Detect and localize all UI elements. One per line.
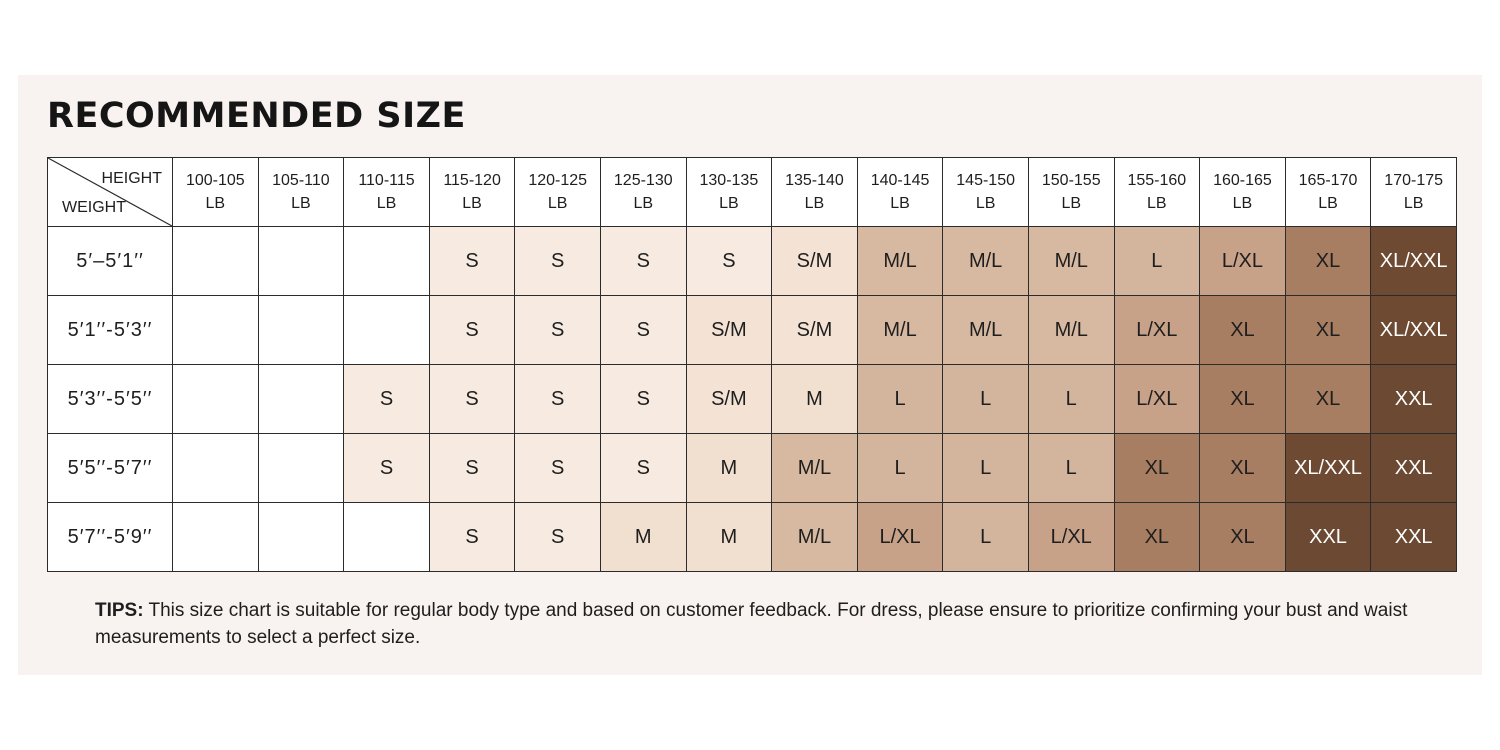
size-cell: S bbox=[515, 503, 601, 572]
column-header bbox=[1285, 158, 1371, 227]
size-cell: S bbox=[600, 434, 686, 503]
size-cell: L bbox=[857, 365, 943, 434]
size-cell: S bbox=[515, 434, 601, 503]
size-cell bbox=[344, 503, 430, 572]
size-cell: XXL bbox=[1371, 434, 1457, 503]
column-unit: LB bbox=[1232, 195, 1253, 212]
size-cell: M bbox=[686, 434, 772, 503]
size-cell: XXL bbox=[1371, 503, 1457, 572]
size-cell bbox=[173, 365, 259, 434]
size-cell: S bbox=[429, 434, 515, 503]
corner-weight-label: WEIGHT bbox=[62, 199, 126, 216]
size-cell: S bbox=[429, 227, 515, 296]
column-weight-range: 105-110 bbox=[272, 172, 330, 189]
size-cell bbox=[344, 227, 430, 296]
table-body bbox=[48, 227, 1457, 572]
column-unit: LB bbox=[376, 195, 397, 212]
column-weight-range: 115-120 bbox=[443, 172, 501, 189]
size-cell: S/M bbox=[772, 296, 858, 365]
table-row bbox=[48, 227, 1457, 296]
column-weight-range: 170-175 bbox=[1384, 172, 1444, 189]
column-header bbox=[515, 158, 601, 227]
size-cell bbox=[173, 296, 259, 365]
row-height-label: 5′5′′-5′7′′ bbox=[48, 434, 173, 503]
column-header bbox=[173, 158, 259, 227]
column-unit: LB bbox=[205, 195, 226, 212]
size-cell: S bbox=[429, 296, 515, 365]
size-cell: XL bbox=[1285, 296, 1371, 365]
column-header bbox=[429, 158, 515, 227]
size-cell: M/L bbox=[772, 434, 858, 503]
size-cell: L/XL bbox=[1114, 365, 1200, 434]
size-cell: M/L bbox=[857, 296, 943, 365]
table-row bbox=[48, 296, 1457, 365]
size-cell: M/L bbox=[857, 227, 943, 296]
column-weight-range: 110-115 bbox=[358, 172, 415, 189]
table-header-row bbox=[48, 158, 1457, 227]
column-header bbox=[1200, 158, 1286, 227]
size-cell: S/M bbox=[772, 227, 858, 296]
column-unit: LB bbox=[462, 195, 482, 212]
size-cell: S bbox=[515, 365, 601, 434]
size-cell: XL bbox=[1285, 365, 1371, 434]
column-header bbox=[1028, 158, 1114, 227]
column-weight-range: 165-170 bbox=[1298, 172, 1358, 189]
size-cell: S bbox=[429, 503, 515, 572]
size-cell: M bbox=[686, 503, 772, 572]
size-cell: XXL bbox=[1285, 503, 1371, 572]
size-cell: S bbox=[344, 434, 430, 503]
size-cell bbox=[173, 503, 259, 572]
column-header bbox=[1371, 158, 1457, 227]
size-table bbox=[47, 157, 1457, 572]
column-unit: LB bbox=[890, 195, 910, 212]
size-cell bbox=[258, 365, 344, 434]
column-header bbox=[258, 158, 344, 227]
size-cell bbox=[258, 434, 344, 503]
column-header bbox=[600, 158, 686, 227]
size-cell bbox=[173, 434, 259, 503]
size-cell: XL bbox=[1200, 296, 1286, 365]
column-weight-range: 150-155 bbox=[1041, 172, 1101, 189]
tips-text: This size chart is suitable for regular body type and based on customer feedback. For dress, please ensure to prioritize confirming your bust and waist measurements to select a perfect size. bbox=[95, 600, 1408, 648]
size-cell: L/XL bbox=[857, 503, 943, 572]
column-unit: LB bbox=[1147, 195, 1167, 212]
column-weight-range: 135-140 bbox=[785, 172, 844, 189]
column-header bbox=[772, 158, 858, 227]
column-weight-range: 160-165 bbox=[1213, 172, 1272, 189]
size-cell: L/XL bbox=[1028, 503, 1114, 572]
size-cell: L bbox=[1028, 365, 1114, 434]
size-cell: L bbox=[1028, 434, 1114, 503]
size-cell: XL bbox=[1200, 434, 1286, 503]
size-cell: M/L bbox=[943, 296, 1029, 365]
size-cell: M/L bbox=[1028, 227, 1114, 296]
size-cell: XL bbox=[1285, 227, 1371, 296]
column-weight-range: 155-160 bbox=[1127, 172, 1187, 189]
size-cell bbox=[258, 503, 344, 572]
table-row bbox=[48, 434, 1457, 503]
row-height-label: 5′1′′-5′3′′ bbox=[48, 296, 173, 365]
column-weight-range: 130-135 bbox=[699, 172, 759, 189]
page-title: RECOMMENDED SIZE bbox=[47, 96, 466, 136]
size-cell: M/L bbox=[943, 227, 1029, 296]
corner-height-label: HEIGHT bbox=[101, 170, 162, 187]
column-unit: LB bbox=[547, 195, 568, 212]
size-cell: S bbox=[600, 365, 686, 434]
column-unit: LB bbox=[719, 195, 739, 212]
table-row bbox=[48, 503, 1457, 572]
row-height-label: 5′7′′-5′9′′ bbox=[48, 503, 173, 572]
size-cell: M/L bbox=[1028, 296, 1114, 365]
size-cell: XL bbox=[1200, 365, 1286, 434]
column-weight-range: 145-150 bbox=[956, 172, 1015, 189]
column-unit: LB bbox=[804, 195, 825, 212]
column-header bbox=[943, 158, 1029, 227]
table-row bbox=[48, 365, 1457, 434]
size-cell: XL bbox=[1114, 434, 1200, 503]
column-header bbox=[344, 158, 430, 227]
size-cell: M/L bbox=[772, 503, 858, 572]
size-cell: L bbox=[1114, 227, 1200, 296]
size-cell: XXL bbox=[1371, 365, 1457, 434]
size-cell: S bbox=[686, 227, 772, 296]
column-unit: LB bbox=[1061, 195, 1082, 212]
size-cell: S bbox=[515, 296, 601, 365]
size-cell: S bbox=[515, 227, 601, 296]
size-cell: S bbox=[429, 365, 515, 434]
size-cell bbox=[173, 227, 259, 296]
column-unit: LB bbox=[975, 195, 996, 212]
column-header bbox=[1114, 158, 1200, 227]
size-cell: L bbox=[943, 503, 1029, 572]
size-cell: XL bbox=[1200, 503, 1286, 572]
column-unit: LB bbox=[1318, 195, 1338, 212]
column-weight-range: 140-145 bbox=[870, 172, 930, 189]
table-corner-cell bbox=[48, 158, 173, 227]
column-unit: LB bbox=[633, 195, 654, 212]
size-cell: L/XL bbox=[1200, 227, 1286, 296]
size-cell: XL/XXL bbox=[1371, 296, 1457, 365]
size-cell: XL/XXL bbox=[1371, 227, 1457, 296]
row-height-label: 5′–5′1′′ bbox=[48, 227, 173, 296]
size-cell: S bbox=[600, 227, 686, 296]
size-cell bbox=[258, 296, 344, 365]
size-cell: XL/XXL bbox=[1285, 434, 1371, 503]
size-cell: M bbox=[600, 503, 686, 572]
size-cell: S/M bbox=[686, 365, 772, 434]
column-unit: LB bbox=[291, 195, 311, 212]
size-cell: S bbox=[344, 365, 430, 434]
column-weight-range: 125-130 bbox=[613, 172, 673, 189]
size-cell: S bbox=[600, 296, 686, 365]
column-weight-range: 120-125 bbox=[528, 172, 588, 189]
size-cell: M bbox=[772, 365, 858, 434]
size-cell: XL bbox=[1114, 503, 1200, 572]
tips-note bbox=[95, 597, 1435, 651]
size-cell: L/XL bbox=[1114, 296, 1200, 365]
size-cell: L bbox=[943, 434, 1029, 503]
size-cell: L bbox=[943, 365, 1029, 434]
column-header bbox=[857, 158, 943, 227]
column-unit: LB bbox=[1403, 195, 1424, 212]
size-cell bbox=[258, 227, 344, 296]
size-cell bbox=[344, 296, 430, 365]
tips-label: TIPS: bbox=[95, 600, 144, 621]
row-height-label: 5′3′′-5′5′′ bbox=[48, 365, 173, 434]
column-weight-range: 100-105 bbox=[185, 172, 245, 189]
size-cell: S/M bbox=[686, 296, 772, 365]
column-header bbox=[686, 158, 772, 227]
size-cell: L bbox=[857, 434, 943, 503]
